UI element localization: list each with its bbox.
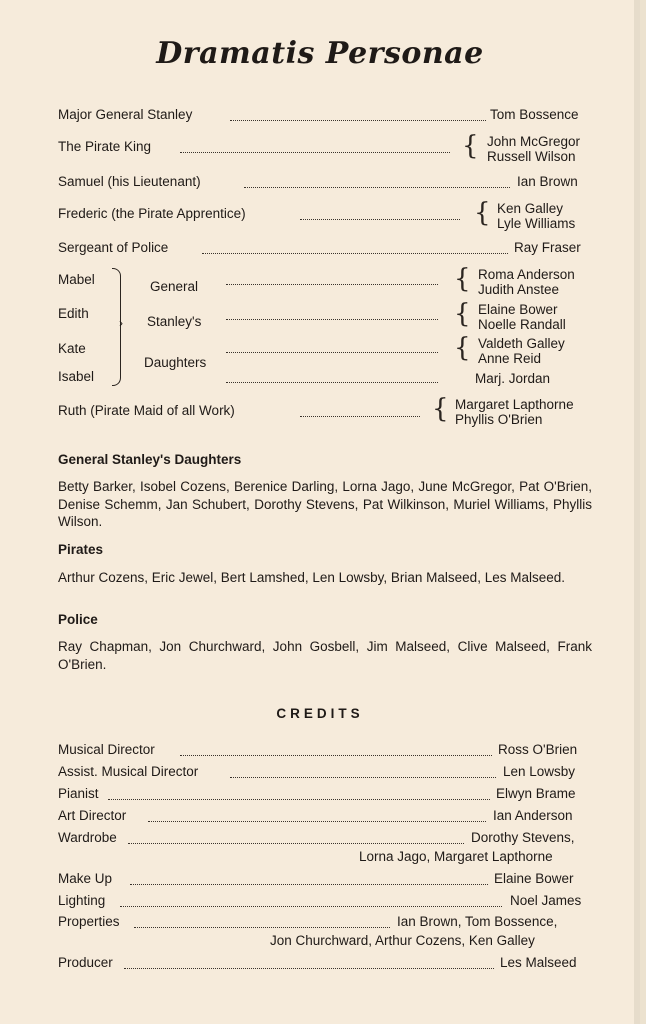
actor-frederic-2: Lyle Williams [497, 216, 576, 231]
leader-dots [226, 319, 438, 320]
leader-dots [230, 120, 486, 121]
credit-name-wardrobe-2: Lorna Jago, Margaret Lapthorne [359, 849, 553, 864]
police-list: Ray Chapman, Jon Churchward, John Gosbell, Jim Malseed, Clive Malseed, Frank O'Brien. [58, 639, 592, 672]
bracket-point: › [119, 316, 123, 330]
role-kate: Kate [58, 341, 86, 356]
leader-dots [230, 777, 496, 778]
leader-dots [128, 843, 464, 844]
role-isabel: Isabel [58, 369, 95, 384]
page-edge [634, 0, 640, 1024]
leader-dots [226, 352, 438, 353]
leader-dots [300, 219, 460, 220]
actor-samuel: Ian Brown [517, 174, 578, 189]
daughters-heading: General Stanley's Daughters [58, 452, 242, 467]
leader-dots [108, 799, 490, 800]
actor-pirate-king-2: Russell Wilson [487, 149, 576, 164]
actor-kate-1: Valdeth Galley [478, 336, 565, 351]
role-mabel: Mabel [58, 272, 95, 287]
role-frederic: Frederic (the Pirate Apprentice) [58, 206, 246, 221]
credit-role-art: Art Director [58, 808, 127, 823]
actor-ruth-1: Margaret Lapthorne [455, 397, 574, 412]
actor-mabel-1: Roma Anderson [478, 267, 575, 282]
leader-dots [130, 884, 488, 885]
leader-dots [226, 382, 438, 383]
actor-frederic-1: Ken Galley [497, 201, 564, 216]
brace-icon: { [454, 264, 471, 294]
leader-dots [148, 821, 486, 822]
actor-kate-2: Anne Reid [478, 351, 542, 366]
daughters-list: Betty Barker, Isobel Cozens, Berenice Darling, Lorna Jago, June McGregor, Pat O'Brien, Denise Schemm, Jan Schubert, Dorothy Stevens, Pat Wilkinson, Muriel Williams, Phyllis Wilson. [58, 479, 592, 529]
credits-heading: CREDITS [276, 706, 364, 721]
role-pirate-king: The Pirate King [58, 139, 152, 154]
brace-icon: { [454, 333, 471, 363]
credit-name-producer: Les Malseed [500, 955, 577, 970]
credit-name-properties-1: Ian Brown, Tom Bossence, [397, 914, 558, 929]
pirates-heading: Pirates [58, 542, 104, 557]
actor-edith-1: Elaine Bower [478, 302, 558, 317]
credit-role-pianist: Pianist [58, 786, 99, 801]
credit-name-properties-2: Jon Churchward, Arthur Cozens, Ken Galley [270, 933, 535, 948]
brace-icon: { [454, 299, 471, 329]
leader-dots [244, 187, 510, 188]
actor-sergeant: Ray Fraser [514, 240, 581, 255]
group-daughters: Daughters [144, 355, 207, 370]
leader-dots [124, 968, 494, 969]
credit-name-assist: Len Lowsby [503, 764, 576, 779]
role-samuel: Samuel (his Lieutenant) [58, 174, 201, 189]
leader-dots [120, 906, 502, 907]
role-edith: Edith [58, 306, 89, 321]
leader-dots [202, 253, 508, 254]
credit-name-art: Ian Anderson [493, 808, 573, 823]
actor-stanley: Tom Bossence [490, 107, 579, 122]
credit-name-musical-director: Ross O'Brien [498, 742, 578, 757]
credit-role-producer: Producer [58, 955, 113, 970]
pirates-list: Arthur Cozens, Eric Jewel, Bert Lamshed, Len Lowsby, Brian Malseed, Les Malseed. [58, 570, 565, 585]
credit-role-properties: Properties [58, 914, 120, 929]
brace-icon: { [474, 198, 491, 228]
credit-role-lighting: Lighting [58, 893, 106, 908]
leader-dots [180, 152, 450, 153]
credit-name-pianist: Elwyn Brame [496, 786, 576, 801]
credit-name-lighting: Noel James [510, 893, 582, 908]
actor-pirate-king-1: John McGregor [487, 134, 581, 149]
credit-role-musical-director: Musical Director [58, 742, 155, 757]
actor-ruth-2: Phyllis O'Brien [455, 412, 543, 427]
page-title: Dramatis Personae [156, 36, 484, 71]
role-stanley: Major General Stanley [58, 107, 193, 122]
credit-role-makeup: Make Up [58, 871, 113, 886]
role-sergeant: Sergeant of Police [58, 240, 169, 255]
leader-dots [226, 284, 438, 285]
credit-role-assist: Assist. Musical Director [58, 764, 199, 779]
credit-role-wardrobe: Wardrobe [58, 830, 117, 845]
leader-dots [134, 927, 390, 928]
leader-dots [180, 755, 492, 756]
actor-edith-2: Noelle Randall [478, 317, 566, 332]
credit-name-makeup: Elaine Bower [494, 871, 574, 886]
credit-name-wardrobe-1: Dorothy Stevens, [471, 830, 575, 845]
brace-icon: { [432, 394, 449, 424]
group-general: General [150, 279, 199, 294]
role-ruth: Ruth (Pirate Maid of all Work) [58, 403, 235, 418]
group-stanleys: Stanley's [147, 314, 202, 329]
leader-dots [300, 416, 420, 417]
police-heading: Police [58, 612, 98, 627]
brace-icon: { [462, 131, 479, 161]
actor-isabel: Marj. Jordan [475, 371, 551, 386]
actor-mabel-2: Judith Anstee [478, 282, 560, 297]
